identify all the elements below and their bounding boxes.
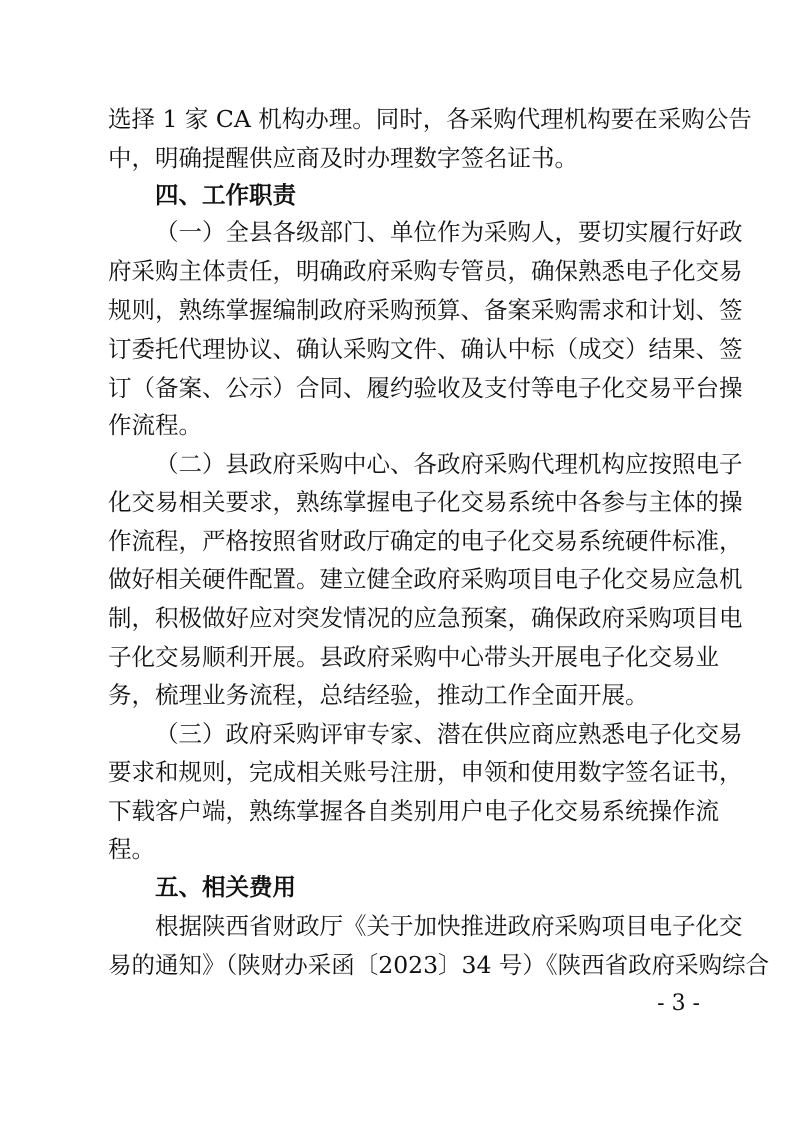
section-heading-fees: 五、相关费用 — [155, 873, 296, 901]
paragraph-line: 选择 1 家 CA 机构办理。同时，各采购代理机构要在采购公告 — [108, 105, 752, 133]
paragraph-line: 易的通知》（陕财办采函〔2023〕34 号）《陕西省政府采购综合 — [108, 951, 770, 979]
paragraph-line: （一）全县各级部门、单位作为采购人，要切实履行好政 — [155, 218, 743, 246]
paragraph-line: 下载客户端，熟练掌握各自类别用户电子化交易系统操作流 — [108, 797, 719, 825]
paragraph-line: 务，梳理业务流程，总结经验，推动工作全面开展。 — [108, 681, 649, 709]
paragraph-line: （二）县政府采购中心、各政府采购代理机构应按照电子 — [155, 450, 743, 478]
paragraph-line: （三）政府采购评审专家、潜在供应商应熟悉电子化交易 — [155, 720, 743, 748]
paragraph-line: 制，积极做好应对突发情况的应急预案，确保政府采购项目电 — [108, 604, 743, 632]
paragraph-line: 作流程。 — [108, 411, 202, 439]
paragraph-line: 订委托代理协议、确认采购文件、确认中标（成交）结果、签 — [108, 335, 743, 363]
section-heading-duties: 四、工作职责 — [155, 181, 296, 209]
paragraph-line: 规则，熟练掌握编制政府采购预算、备案采购需求和计划、签 — [108, 296, 743, 324]
paragraph-line: 做好相关硬件配置。建立健全政府采购项目电子化交易应急机 — [108, 565, 743, 593]
page-number: - 3 - — [657, 991, 700, 1016]
paragraph-line: 要求和规则，完成相关账号注册，申领和使用数字签名证书， — [108, 758, 743, 786]
paragraph-line: 府采购主体责任，明确政府采购专管员，确保熟悉电子化交易 — [108, 257, 743, 285]
paragraph-line: 根据陕西省财政厅《关于加快推进政府采购项目电子化交 — [155, 912, 743, 940]
paragraph-line: 化交易相关要求，熟练掌握电子化交易系统中各参与主体的操 — [108, 488, 743, 516]
paragraph-line: 中，明确提醒供应商及时办理数字签名证书。 — [108, 144, 578, 172]
paragraph-line: 订（备案、公示）合同、履约验收及支付等电子化交易平台操 — [108, 374, 743, 402]
paragraph-line: 子化交易顺利开展。县政府采购中心带头开展电子化交易业 — [108, 643, 719, 671]
paragraph-line: 作流程，严格按照省财政厅确定的电子化交易系统硬件标准， — [108, 527, 743, 555]
paragraph-line: 程。 — [108, 835, 155, 863]
